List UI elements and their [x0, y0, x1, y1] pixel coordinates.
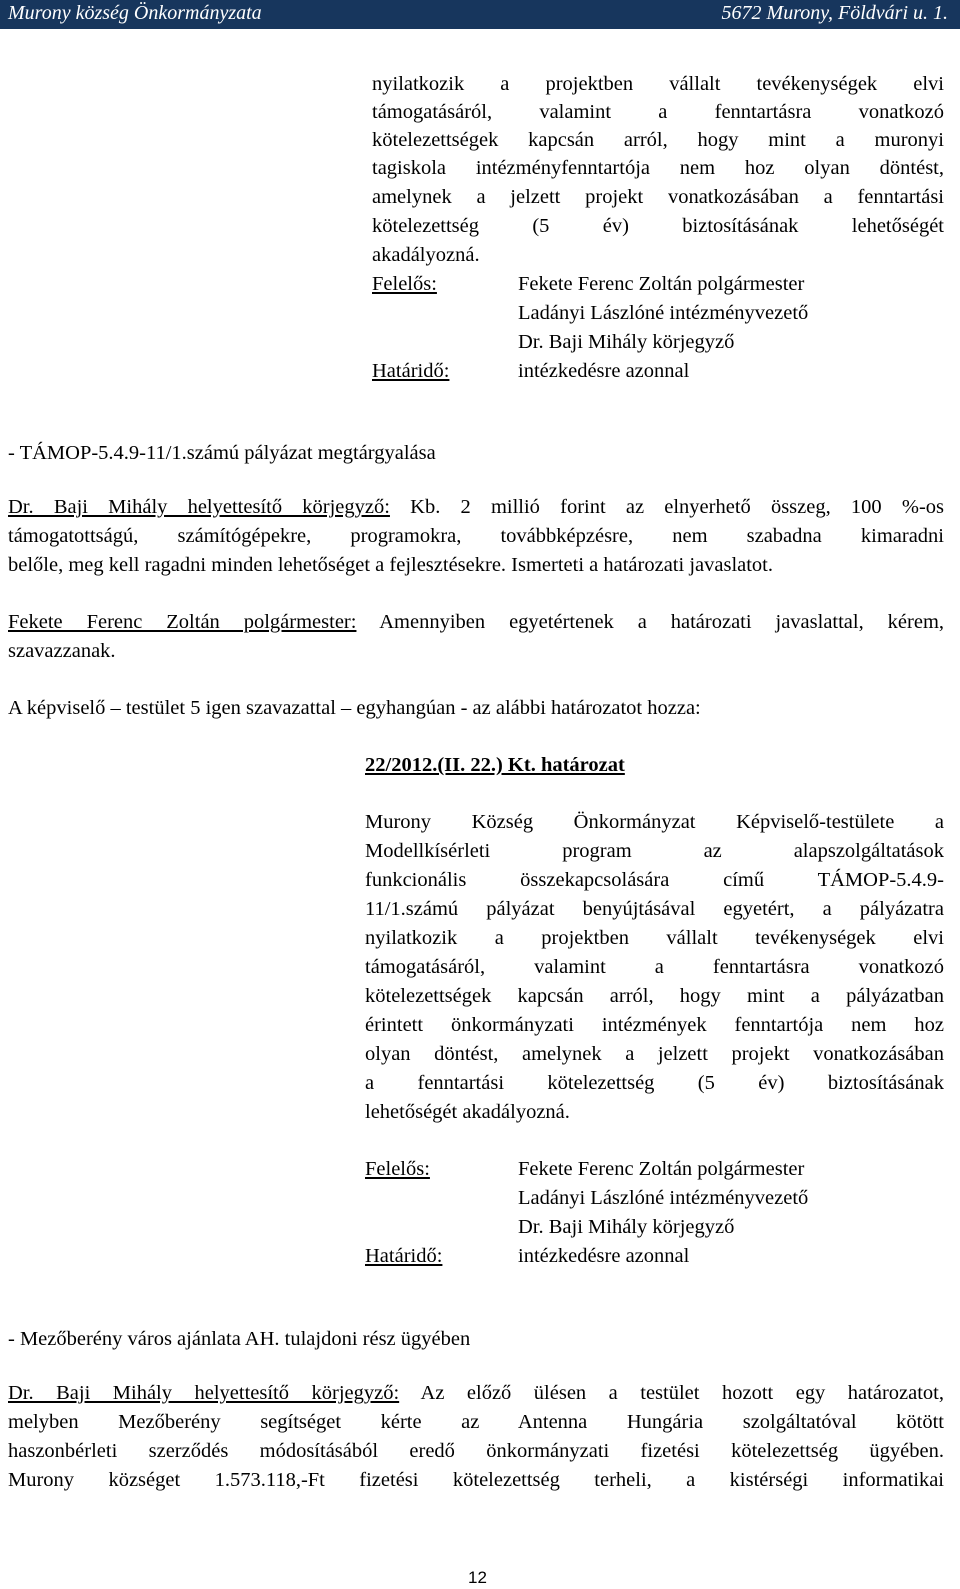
responsible-person: Fekete Ferenc Zoltán polgármester [518, 273, 805, 295]
text-line: tagiskola intézményfenntartója nem hoz olyan döntést, [372, 157, 944, 179]
text-line: támogatásáról, valamint a fenntartásra vonatkozó [365, 956, 944, 978]
speaker-name: Dr. Baji Mihály helyettesítő körjegyző: [8, 496, 390, 518]
responsible-label: Felelős: [372, 273, 437, 295]
speech-text: Amennyiben egyetértenek a határozati javaslattal, kérem, [356, 611, 945, 633]
text-line: a fenntartási kötelezettség (5 év) biztosításának [365, 1072, 944, 1094]
text-line: funkcionális összekapcsolására című TÁMOP-5.4.9- [365, 869, 944, 891]
paragraph-line: Murony községet 1.573.118,-Ft fizetési kötelezettség terheli, a kistérségi informatikai [8, 1469, 944, 1491]
text-line: Murony Község Önkormányzat Képviselő-testülete a [365, 811, 944, 833]
deadline-label: Határidő: [365, 1245, 443, 1267]
text-line: kötelezettségek kapcsán arról, hogy mint a pályázatban [365, 985, 944, 1007]
page-header [0, 0, 960, 28]
text-line: támogatásáról, valamint a fenntartásra vonatkozó [372, 101, 944, 123]
text-line: akadályozná. [372, 244, 480, 266]
speaker-name: Dr. Baji Mihály helyettesítő körjegyző: [8, 1382, 400, 1404]
deadline-value: intézkedésre azonnal [518, 360, 690, 382]
paragraph-line [8, 1381, 944, 1405]
paragraph-line: melyben Mezőberény segítséget kérte az Antenna Hungária szolgáltatóval kötött [8, 1411, 944, 1433]
paragraph-line: haszonbérleti szerződés módosításából eredő önkormányzati fizetési kötelezettség ügyében. [8, 1440, 944, 1462]
paragraph-line: szavazzanak. [8, 640, 116, 662]
responsible-person: Dr. Baji Mihály körjegyző [518, 331, 735, 353]
paragraph-line [8, 495, 944, 519]
text-line: lehetőségét akadályozná. [365, 1101, 570, 1123]
text-line: amelynek a jelzett projekt vonatkozásában a fenntartási [372, 186, 944, 208]
speaker-name: Fekete Ferenc Zoltán polgármester: [8, 611, 357, 633]
header-rule [0, 28, 960, 29]
text-line: nyilatkozik a projektben vállalt tevékenységek elvi [372, 73, 944, 95]
agenda-item-title: - Mezőberény város ajánlata AH. tulajdoni rész ügyében [8, 1328, 471, 1350]
agenda-item-title: - TÁMOP-5.4.9-11/1.számú pályázat megtárgyalása [8, 442, 436, 464]
paragraph-line: támogatottságú, számítógépekre, programokra, továbbképzésre, nem szabadna kimaradni [8, 525, 944, 547]
paragraph-line [8, 610, 944, 634]
responsible-label: Felelős: [365, 1158, 430, 1180]
vote-result: A képviselő – testület 5 igen szavazattal – egyhangúan - az alábbi határozatot hozza: [8, 697, 701, 719]
text-line: érintett önkormányzati intézmények fenntartója nem hoz [365, 1014, 944, 1036]
text-line: Modellkísérleti program az alapszolgáltatások [365, 840, 944, 862]
speech-text: Az előző ülésen a testület hozott egy határozatot, [399, 1382, 944, 1404]
header-address: 5672 Murony, Földvári u. 1. [721, 2, 948, 24]
page-number: 12 [468, 1568, 487, 1587]
text-line: olyan döntést, amelynek a jelzett projekt vonatkozásában [365, 1043, 944, 1065]
speech-text: Kb. 2 millió forint az elnyerhető összeg, 100 %-os [389, 496, 944, 518]
responsible-person: Fekete Ferenc Zoltán polgármester [518, 1158, 805, 1180]
header-organization: Murony község Önkormányzata [8, 2, 262, 24]
responsible-person: Ladányi Lászlóné intézményvezető [518, 302, 809, 324]
responsible-person: Dr. Baji Mihály körjegyző [518, 1216, 735, 1238]
deadline-label: Határidő: [372, 360, 450, 382]
text-line: kötelezettség (5 év) biztosításának lehetőségét [372, 215, 944, 237]
text-line: 11/1.számú pályázat benyújtásával egyetért, a pályázatra [365, 898, 944, 920]
resolution-number: 22/2012.(II. 22.) Kt. határozat [365, 754, 625, 776]
deadline-value: intézkedésre azonnal [518, 1245, 690, 1267]
text-line: kötelezettségek kapcsán arról, hogy mint a muronyi [372, 129, 944, 151]
paragraph-line: belőle, meg kell ragadni minden lehetőséget a fejlesztésekre. Ismerteti a határozati javaslatot. [8, 554, 774, 576]
text-line: nyilatkozik a projektben vállalt tevékenységek elvi [365, 927, 944, 949]
responsible-person: Ladányi Lászlóné intézményvezető [518, 1187, 809, 1209]
